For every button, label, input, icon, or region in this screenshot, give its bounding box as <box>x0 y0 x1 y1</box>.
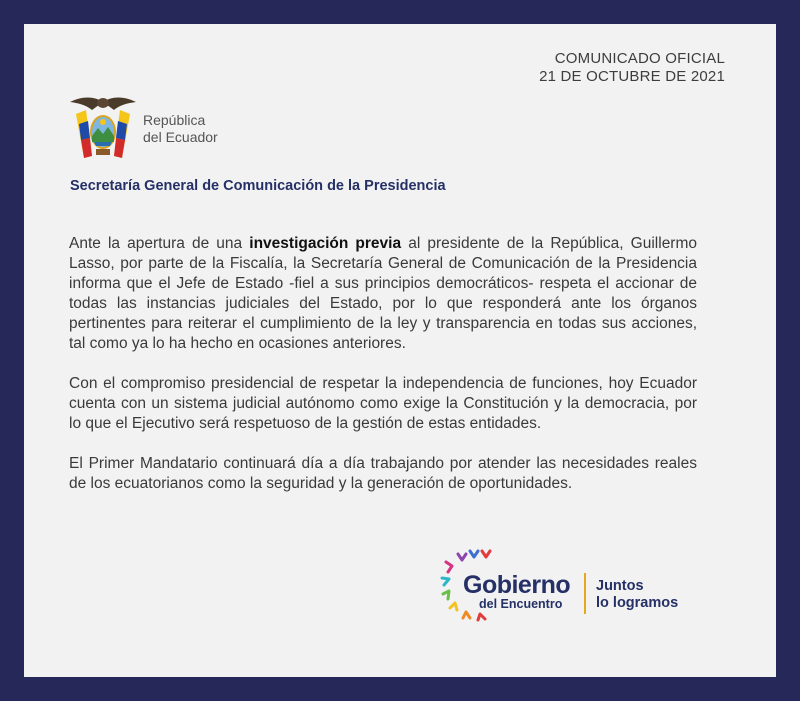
paragraph-1 <box>69 234 697 354</box>
slogan-line-2: lo logramos <box>596 595 679 611</box>
logo-subtitle: del Encuentro <box>479 597 563 611</box>
document-type: COMUNICADO OFICIAL <box>554 50 725 67</box>
paragraph-1-bold: investigación previa <box>249 235 402 252</box>
paragraph-3: El Primer Mandatario continuará día a día trabajando por atender las necesidades reales de los ecuatorianos como la seguridad y la generación de oportunidades. <box>69 455 697 492</box>
logo-slogan <box>596 578 678 612</box>
logo-wordmark: Gobierno <box>463 571 571 599</box>
document-date: 21 DE OCTUBRE DE 2021 <box>539 68 725 85</box>
paragraph-1-intro: Ante la apertura de una <box>69 235 250 252</box>
slogan-line-1: Juntos <box>596 578 644 594</box>
communique-body <box>69 234 697 514</box>
document-header <box>539 50 725 86</box>
country-line-1: República <box>143 112 206 128</box>
secretaria-heading: Secretaría General de Comunicación de la Presidencia <box>70 178 446 194</box>
country-name <box>143 112 218 146</box>
logo-divider <box>584 573 586 614</box>
coat-of-arms-icon <box>68 90 138 162</box>
paragraph-1-rest: al presidente de la República, Guillermo Lasso, por parte de la Fiscalía, la Secretaría General de Comunicación de la Presidencia informa que el Jefe de Estado -fiel a sus principios democráticos- respeta el accionar de todas las instancias judiciales del Estado, por lo que responderá ante los órganos pertinentes para reiterar el cumplimiento de la ley y transparencia en todas sus acciones, tal como ya lo ha hecho en ocasiones anteriores. <box>69 235 698 352</box>
country-line-2: del Ecuador <box>143 129 218 145</box>
paragraph-2: Con el compromiso presidencial de respetar la independencia de funciones, hoy Ecuador cuenta con un sistema judicial autónomo como exige la Constitución y la democracia, por lo que el Ejecutivo será respetuoso de la gestión de estas entidades. <box>69 375 697 432</box>
